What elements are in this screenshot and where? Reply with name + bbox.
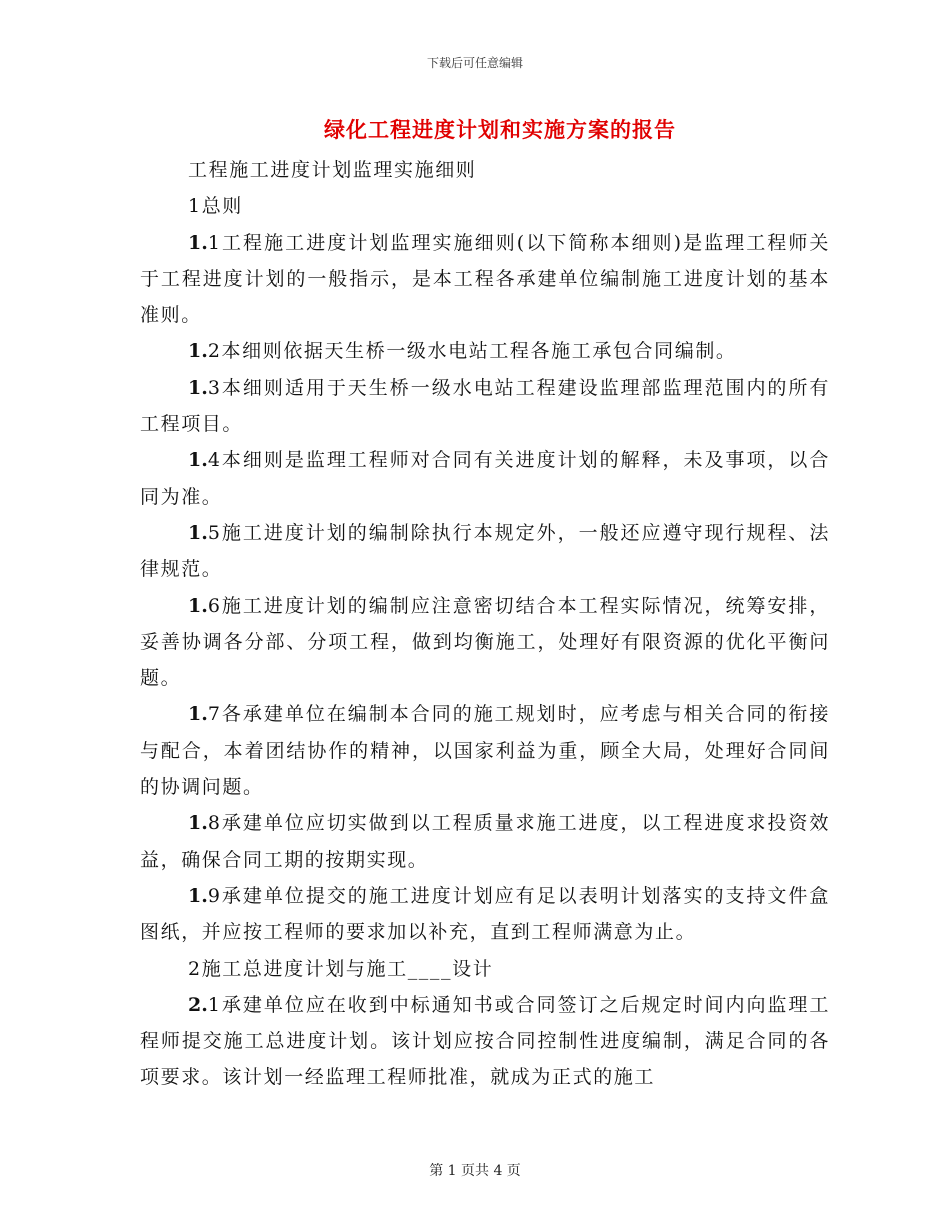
paragraph: 1.4本细则是监理工程师对合同有关进度计划的解释，未及事项，以合同为准。 xyxy=(140,449,830,508)
paragraph: 1.8承建单位应切实做到以工程质量求施工进度，以工程进度求投资效益，确保合同工期的按期实现。 xyxy=(140,812,830,871)
paragraph: 1.1工程施工进度计划监理实施细则(以下简称本细则)是监理工程师关于工程进度计划的一般指示，是本工程各承建单位编制施工进度计划的基本准则。 xyxy=(140,231,830,327)
paragraph: 工程施工进度计划监理实施细则 xyxy=(188,159,477,181)
paragraph: 1.2本细则依据天生桥一级水电站工程各施工承包合同编制。 xyxy=(188,340,737,363)
paragraph: 2施工总进度计划与施工____设计 xyxy=(188,957,494,980)
page-footer: 第 1 页共 4 页 xyxy=(429,1163,521,1179)
paragraph: 1.7各承建单位在编制本合同的施工规划时，应考虑与相关合同的衔接与配合，本着团结协作的精神，以国家利益为重，顾全大局，处理好合同间的协调问题。 xyxy=(140,703,830,799)
paragraph: 1.5施工进度计划的编制除执行本规定外，一般还应遵守现行规程、法律规范。 xyxy=(140,521,830,581)
paragraph: 1.6施工进度计划的编制应注意密切结合本工程实际情况，统筹安排，妥善协调各分部、分项工程，做到均衡施工，处理好有限资源的优化平衡问题。 xyxy=(140,594,830,690)
paragraph: 1.9承建单位提交的施工进度计划应有足以表明计划落实的支持文件盒图纸，并应按工程师的要求加以补充，直到工程师满意为止。 xyxy=(140,884,830,944)
document-body xyxy=(140,152,830,1096)
document-title: 绿化工程进度计划和实施方案的报告 xyxy=(324,117,676,142)
header-note: 下载后可任意编辑 xyxy=(426,56,523,70)
paragraph: 2.1承建单位应在收到中标通知书或合同签订之后规定时间内向监理工程师提交施工总进度计划。该计划应按合同控制性进度编制，满足合同的各项要求。该计划一经监理工程师批准，就成为正式的施工 xyxy=(140,993,830,1089)
paragraph: 1.3本细则适用于天生桥一级水电站工程建设监理部监理范围内的所有工程项目。 xyxy=(140,376,830,436)
paragraph: 1总则 xyxy=(188,195,243,218)
